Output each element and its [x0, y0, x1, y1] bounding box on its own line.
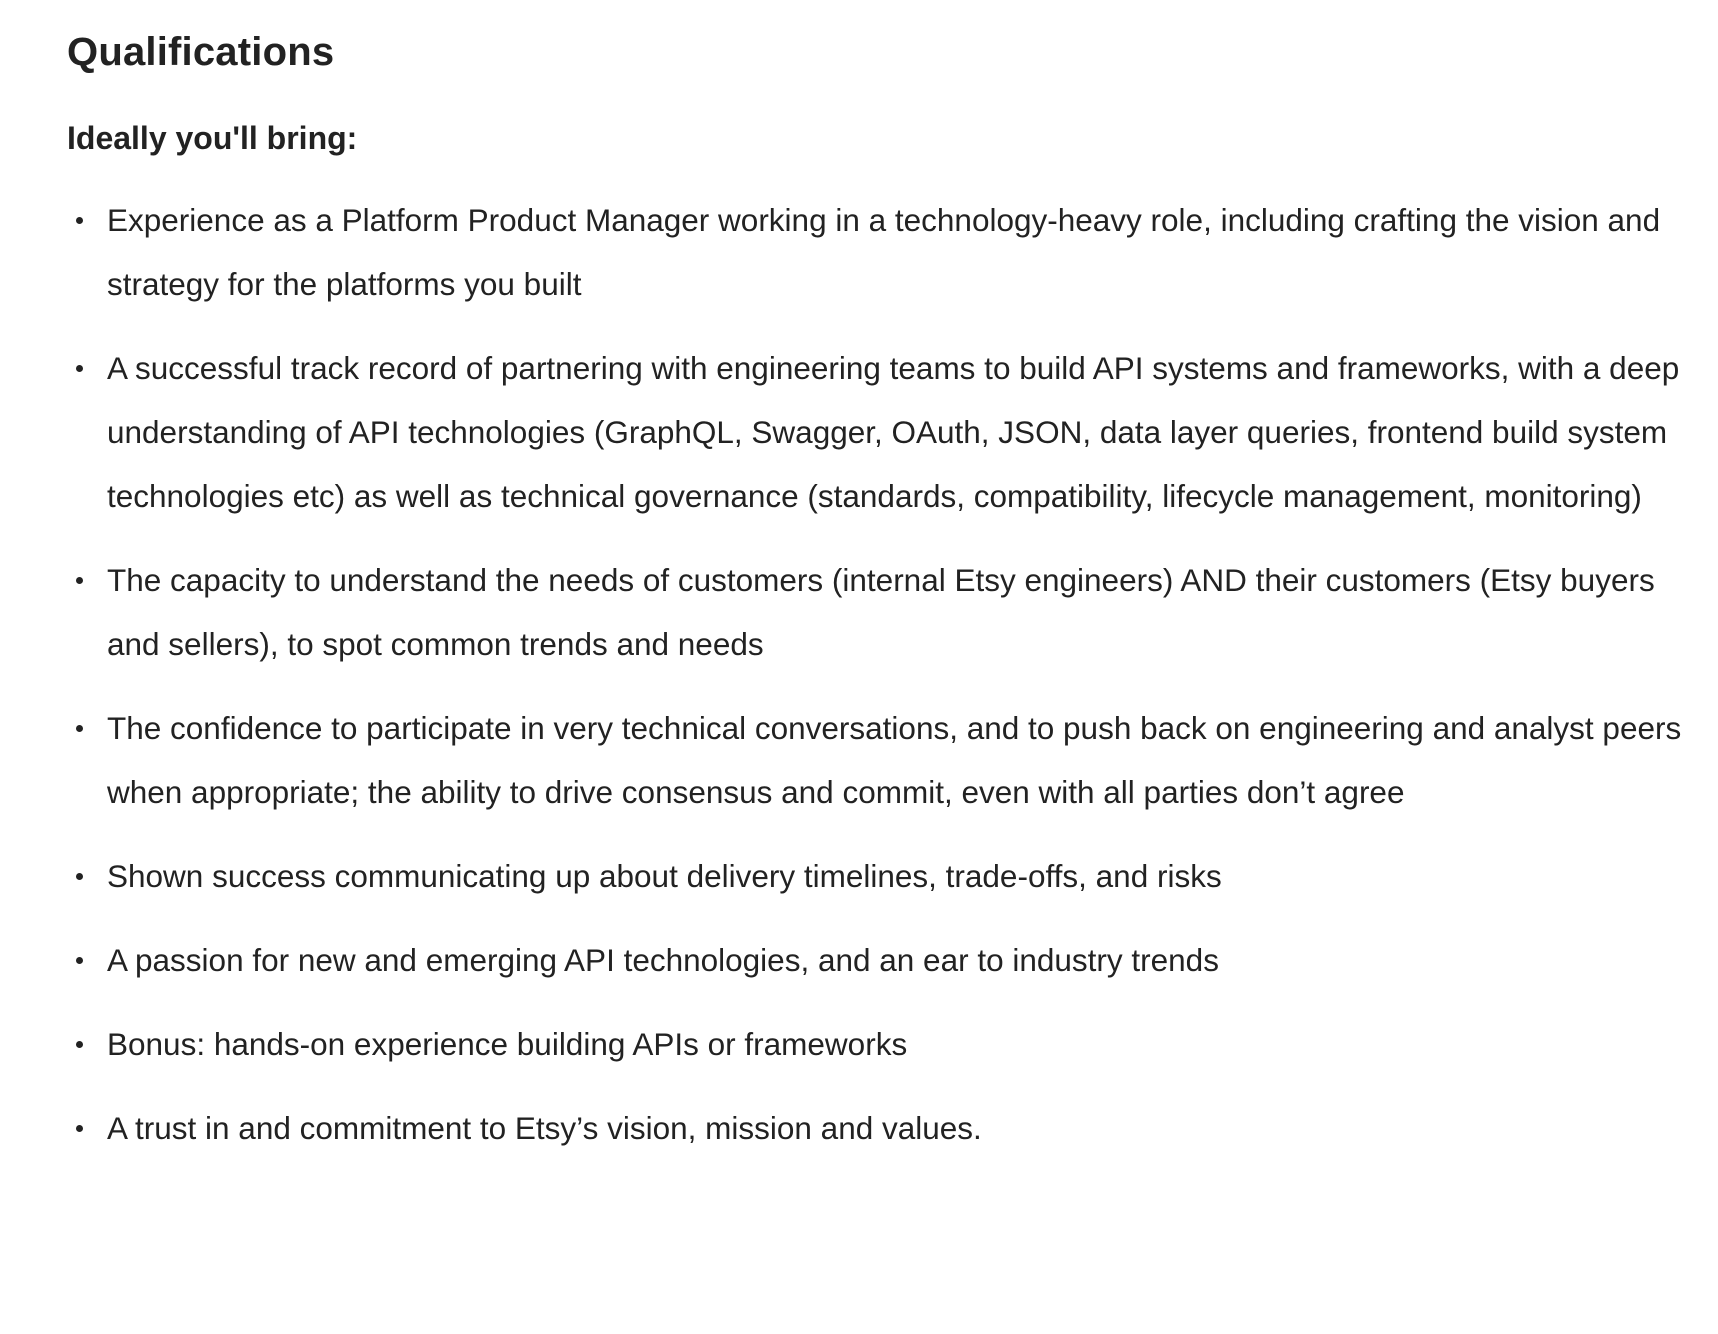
list-item [67, 336, 1688, 528]
list-item-text: Experience as a Platform Product Manager working in a technology-heavy role, including crafting the vision and strategy for the platforms you built [107, 202, 1661, 302]
section-title: Qualifications [67, 30, 335, 74]
list-item [67, 844, 1688, 908]
bullet-icon [76, 873, 83, 880]
list-item [67, 696, 1688, 824]
list-item-text: A successful track record of partnering with engineering teams to build API systems and frameworks, with a deep understanding of API technologies (GraphQL, Swagger, OAuth, JSON, data layer queries, frontend build system technologies etc) as well as technical governance (standards, compatibility, lifecycle management, monitoring) [107, 350, 1680, 514]
bullet-icon [76, 957, 83, 964]
section-subheading: Ideally you'll bring: [67, 120, 358, 156]
bullet-icon [76, 1041, 83, 1048]
list-item-text: Bonus: hands-on experience building APIs or frameworks [107, 1026, 908, 1062]
bullet-icon [76, 725, 83, 732]
bullet-icon [76, 1125, 83, 1132]
list-item-text: The confidence to participate in very technical conversations, and to push back on engineering and analyst peers when appropriate; the ability to drive consensus and commit, even with all parties don’t agree [107, 710, 1682, 810]
list-item-text: A passion for new and emerging API technologies, and an ear to industry trends [107, 942, 1219, 978]
list-item-text: A trust in and commitment to Etsy’s vision, mission and values. [107, 1110, 982, 1146]
list-item [67, 188, 1688, 316]
list-item [67, 1012, 1688, 1076]
list-item [67, 928, 1688, 992]
qualifications-list [67, 188, 1688, 1160]
list-item-text: The capacity to understand the needs of customers (internal Etsy engineers) AND their customers (Etsy buyers and sellers), to spot common trends and needs [107, 562, 1655, 662]
bullet-icon [76, 217, 83, 224]
list-item-text: Shown success communicating up about delivery timelines, trade-offs, and risks [107, 858, 1222, 894]
bullet-icon [76, 577, 83, 584]
list-item [67, 1096, 1688, 1160]
list-item [67, 548, 1688, 676]
bullet-icon [76, 365, 83, 372]
